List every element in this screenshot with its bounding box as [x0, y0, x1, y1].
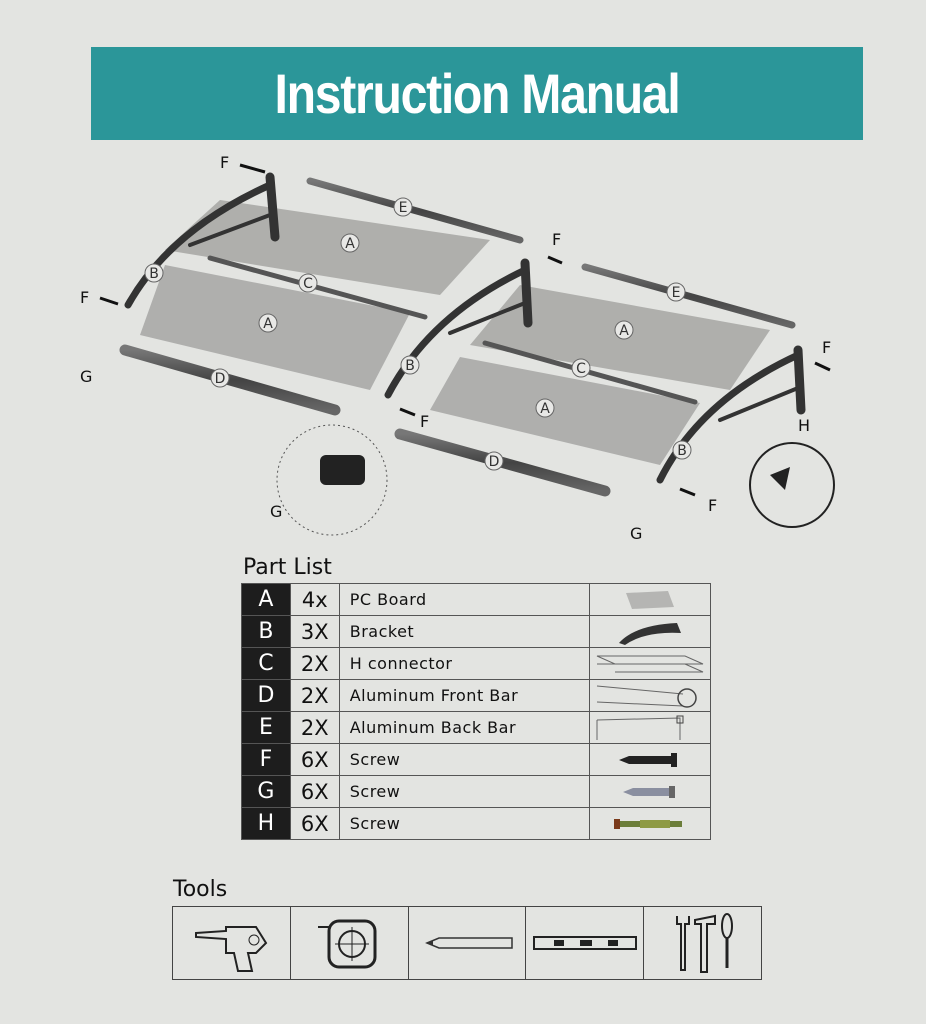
- wood-screw-icon: [590, 744, 711, 776]
- part-row-a: [242, 584, 711, 616]
- label-g2: G: [270, 502, 283, 521]
- label-d2: D: [488, 454, 500, 470]
- back-bar-icon: [590, 712, 711, 744]
- part-quantity: 6X: [290, 776, 339, 808]
- title-banner: [91, 47, 863, 140]
- h-connector-icon: [590, 648, 711, 680]
- part-name: Aluminum Front Bar: [339, 680, 589, 712]
- tape-measure-icon: [291, 907, 409, 979]
- label-d1: D: [214, 371, 226, 387]
- label-f1: F: [220, 153, 230, 172]
- part-letter: D: [242, 680, 291, 712]
- label-e2: E: [671, 285, 681, 301]
- assembly-drawing: [70, 145, 850, 545]
- part-row-e: [242, 712, 711, 744]
- label-b3: B: [677, 443, 687, 459]
- label-c1: C: [303, 276, 313, 292]
- assembly-diagram: [70, 145, 850, 545]
- part-name: Screw: [339, 776, 589, 808]
- part-list-table: [241, 583, 711, 840]
- part-row-d: [242, 680, 711, 712]
- tools-title: Tools: [173, 877, 228, 902]
- pc-board-icon: [590, 584, 711, 616]
- label-b2: B: [405, 358, 415, 374]
- part-letter: A: [242, 584, 291, 616]
- label-a4: A: [540, 401, 550, 417]
- label-h1: H: [798, 416, 811, 435]
- part-quantity: 4x: [290, 584, 339, 616]
- part-letter: B: [242, 616, 291, 648]
- label-f5: F: [822, 338, 832, 357]
- part-name: Aluminum Back Bar: [339, 712, 589, 744]
- front-bar-icon: [590, 680, 711, 712]
- self-tapping-screw-icon: [590, 776, 711, 808]
- label-f3: F: [552, 230, 562, 249]
- part-quantity: 6X: [290, 808, 339, 840]
- part-letter: C: [242, 648, 291, 680]
- part-name: Screw: [339, 744, 589, 776]
- label-c2: C: [576, 361, 586, 377]
- part-quantity: 6X: [290, 744, 339, 776]
- label-f2: F: [80, 288, 90, 307]
- part-quantity: 2X: [290, 680, 339, 712]
- hand-tools-icon: [644, 907, 761, 979]
- part-quantity: 2X: [290, 712, 339, 744]
- spirit-level-icon: [526, 907, 644, 979]
- part-row-b: [242, 616, 711, 648]
- part-list-title: Part List: [243, 555, 332, 580]
- part-name: Bracket: [339, 616, 589, 648]
- drill-icon: [173, 907, 291, 979]
- part-row-h: [242, 808, 711, 840]
- label-e1: E: [398, 200, 408, 216]
- label-b1: B: [149, 266, 159, 282]
- label-f6: F: [708, 496, 718, 515]
- part-letter: F: [242, 744, 291, 776]
- page-title: Instruction Manual: [274, 62, 680, 125]
- part-quantity: 2X: [290, 648, 339, 680]
- detail-circle-h: [750, 443, 834, 527]
- label-a2: A: [263, 316, 273, 332]
- part-row-g: [242, 776, 711, 808]
- bracket-icon: [590, 616, 711, 648]
- expansion-bolt-icon: [590, 808, 711, 840]
- part-row-f: [242, 744, 711, 776]
- part-name: PC Board: [339, 584, 589, 616]
- part-letter: E: [242, 712, 291, 744]
- label-a1: A: [345, 236, 355, 252]
- part-name: H connector: [339, 648, 589, 680]
- label-g1: G: [80, 367, 93, 386]
- pencil-icon: [409, 907, 527, 979]
- label-f4: F: [420, 412, 430, 431]
- part-letter: G: [242, 776, 291, 808]
- part-row-c: [242, 648, 711, 680]
- part-name: Screw: [339, 808, 589, 840]
- tools-strip: [172, 906, 762, 980]
- label-g3: G: [630, 524, 643, 543]
- part-quantity: 3X: [290, 616, 339, 648]
- label-a3: A: [619, 323, 629, 339]
- part-letter: H: [242, 808, 291, 840]
